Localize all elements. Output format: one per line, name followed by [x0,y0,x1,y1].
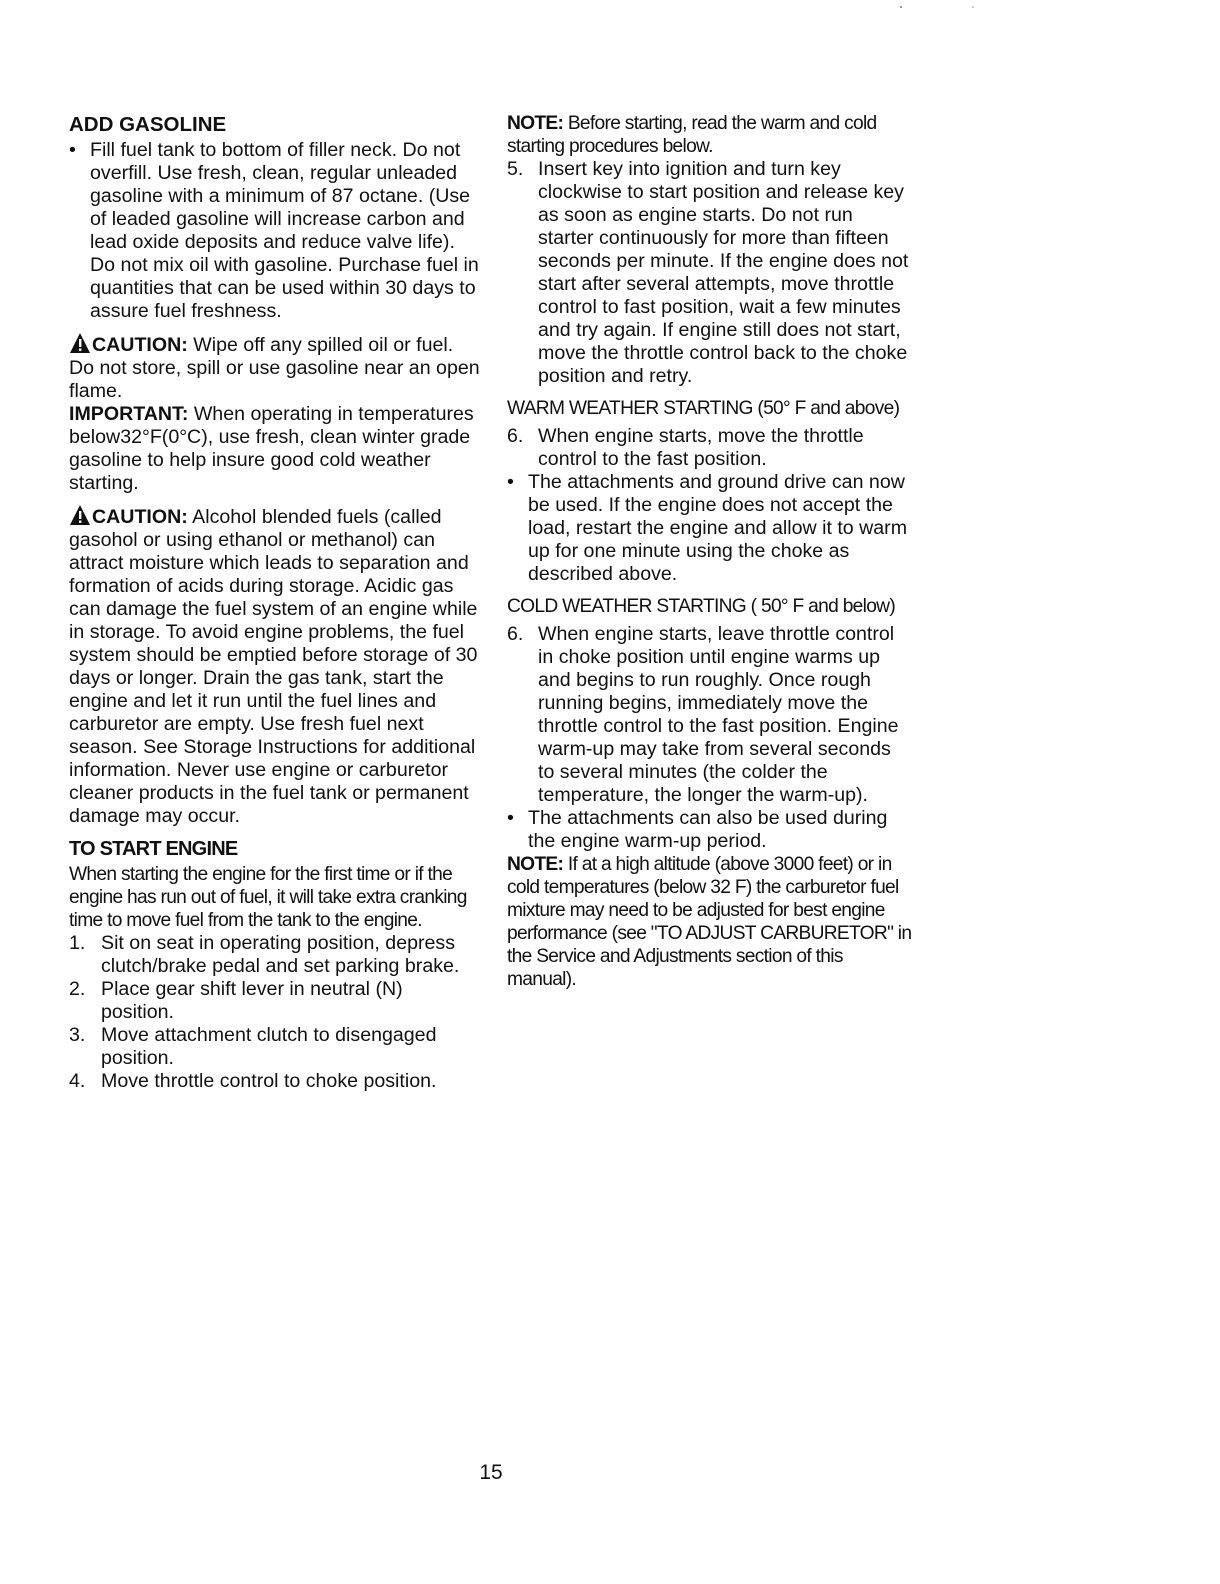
scan-speck [900,6,902,8]
start-step [69,932,481,978]
bullet-text: The attachments can also be used during the engine warm-up period. [528,807,888,852]
warm-step-6 [507,425,912,471]
caution-alcohol-text: Alcohol blended fuels (called gasohol or using ethanol or methanol) can attract moisture which leads to separation and formation of acids during storage. Acidic gas can damage the fuel system of an engine while in storage. To avoid engine problems, the fuel system should be emptied before storage of 30 days or longer. Drain the gas tank, start the engine and let it run until the fuel lines and carburetor are empty. Use fresh fuel next season. See Storage Instructions for additional information. Never use engine or carburetor cleaner products in the fuel tank or permanent damage may occur. [69,506,478,827]
right-column [507,112,912,991]
start-intro-paragraph: When starting the engine for the first time or if the engine has run out of fuel, it will take extra cranking time to move fuel from the tank to the engine. [69,864,467,931]
step-number: 1. [69,932,86,954]
scan-speck [972,6,974,8]
note-label: NOTE: [507,854,564,875]
cold-bullet [507,807,912,853]
caution-spill-paragraph [69,332,481,403]
important-text: When operating in temperatures below32°F(0°C), use fresh, clean winter grade gasoline to help insure good cold weather starting. [69,403,474,494]
start-step [69,1024,481,1070]
warm-weather-heading: WARM WEATHER STARTING (50° F and above) [507,398,900,419]
important-paragraph [69,403,481,495]
add-gasoline-heading: ADD GASOLINE [69,113,227,136]
step-text: Sit on seat in operating position, depress clutch/brake pedal and set parking brake. [101,932,460,977]
caution-label: CAUTION: [92,334,188,356]
warm-bullet [507,471,912,586]
step-number: 3. [69,1024,86,1046]
left-column [69,112,481,1093]
bullet-text: The attachments and ground drive can now be used. If the engine does not accept the load, restart the engine and allow it to warm up for one minute using the choke as described above. [528,471,908,585]
warning-triangle-icon [69,332,91,354]
caution-alcohol-paragraph [69,504,481,828]
cold-step-6 [507,623,912,807]
cold-weather-heading: COLD WEATHER STARTING ( 50° F and below) [507,596,896,617]
bullet-mark: • [507,471,514,493]
step-number: 6. [507,425,524,447]
note-text: If at a high altitude (above 3000 feet) or in cold temperatures (below 32 F) the carburetor fuel mixture may need to be adjusted for best engine performance (see "TO ADJUST CARBURETOR" in the Service and Adjustments section of this manual). [507,854,912,990]
start-step [69,978,481,1024]
step-number: 6. [507,623,524,645]
step-text: Move throttle control to choke position. [101,1070,437,1092]
important-label: IMPORTANT: [69,403,189,425]
page-number: 15 [479,1461,503,1484]
step-text: Move attachment clutch to disengaged position. [101,1024,437,1069]
note-text: Before starting, read the warm and cold starting procedures below. [507,113,877,157]
caution-spill-text: Wipe off any spilled oil or fuel. Do not store, spill or use gasoline near an open flame. [69,334,480,402]
note-high-altitude [507,853,912,991]
fill-fuel-bullet [69,139,481,323]
step-text: When engine starts, move the throttle control to the fast position. [538,425,864,470]
warning-triangle-icon [69,504,91,526]
step-5 [507,158,912,388]
note-read-procedures [507,112,912,158]
step-number: 2. [69,978,86,1000]
start-step [69,1070,481,1093]
bullet-mark: • [69,139,76,161]
step-text: Place gear shift lever in neutral (N) position. [101,978,403,1023]
caution-label: CAUTION: [92,506,188,528]
step-text: Insert key into ignition and turn key clockwise to start position and release key as soon as engine starts. Do not run starter continuously for more than fifteen seconds per minute. If the engine does not start after several attempts, move throttle control to fast position, wait a few minutes and try again. If engine still does not start, move the throttle control back to the choke position and retry. [538,158,909,387]
to-start-engine-heading: TO START ENGINE [69,838,238,860]
step-text: When engine starts, leave throttle control in choke position until engine warms up and begins to run roughly. Once rough running begins, immediately move the throttle control to the fast position. Engine warm-up may take from several seconds to several minutes (the colder the temperature, the longer the warm-up). [538,623,899,806]
step-number: 4. [69,1070,86,1092]
note-label: NOTE: [507,113,564,134]
bullet-mark: • [507,807,514,829]
fill-fuel-text: Fill fuel tank to bottom of filler neck. Do not overfill. Use fresh, clean, regular unleaded gasoline with a minimum of 87 octane. (Use of leaded gasoline will increase carbon and lead oxide deposits and reduce valve life). Do not mix oil with gasoline. Purchase fuel in quantities that can be used within 30 days to assure fuel freshness. [90,139,479,322]
step-number: 5. [507,158,524,180]
